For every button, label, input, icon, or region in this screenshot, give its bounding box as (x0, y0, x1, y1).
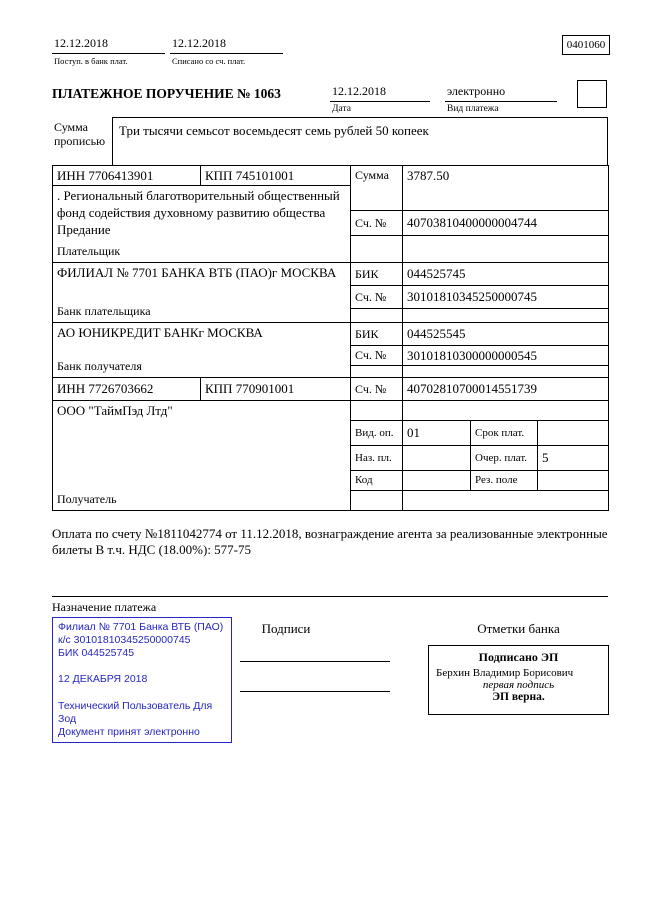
payee-label: Получатель (57, 492, 117, 506)
op-type-label: Вид. оп. (351, 421, 403, 446)
stamp-line: Документ принят электронно (58, 725, 200, 738)
amount-words-label: Сумма прописью (54, 120, 106, 148)
debited-caption: Списано со сч. плат. (172, 56, 246, 66)
empty-cell (403, 491, 609, 511)
payment-term-value (538, 421, 609, 446)
payee-bank-block (53, 323, 351, 378)
empty-cell (351, 236, 403, 263)
payee-account-label: Сч. № (351, 378, 403, 401)
stamp-line: БИК 044525745 (58, 647, 135, 660)
payer-bank-bik: 044525745 (403, 263, 609, 286)
empty-cell (351, 309, 403, 323)
op-type-value: 01 (403, 421, 471, 446)
payee-bank-bik: 044525545 (403, 323, 609, 346)
purpose-section (52, 510, 608, 615)
sum-value: 3787.50 (403, 166, 609, 211)
doc-date: 12.12.2018 (330, 84, 430, 102)
payer-bank-account: 30101810345250000745 (403, 286, 609, 309)
payer-name: . Региональный благотворительный общественный фонд содействия духовному развитию общества Предание (57, 188, 340, 237)
stamp-line (58, 660, 226, 673)
empty-cell (403, 236, 609, 263)
nazn-value (403, 446, 471, 471)
payment-kind-caption: Вид платежа (447, 104, 499, 114)
received-date: 12.12.2018 (52, 36, 165, 54)
payee-bank-account-label: Сч. № (351, 346, 403, 366)
payer-bank-label: Банк плательщика (57, 304, 151, 318)
doc-date-group (330, 84, 430, 114)
doc-title: ПЛАТЕЖНОЕ ПОРУЧЕНИЕ № 1063 (52, 86, 281, 101)
ep-verified: ЭП верна. (492, 691, 545, 703)
form-code-box: 0401060 (562, 35, 610, 55)
purpose-label: Назначение платежа (52, 600, 157, 614)
payer-label: Плательщик (57, 244, 121, 258)
payer-kpp: КПП 745101001 (201, 166, 351, 186)
empty-cell (351, 366, 403, 378)
payer-bank-name: ФИЛИАЛ № 7701 БАНКА ВТБ (ПАО)г МОСКВА (57, 265, 337, 280)
payee-inn: ИНН 7726703662 (53, 378, 201, 401)
priority-value: 5 (538, 446, 609, 471)
payer-account: 40703810400000004744 (403, 211, 609, 236)
empty-cell (403, 309, 609, 323)
stamp-line: к/с 30101810345250000745 (58, 634, 191, 647)
signature-kind: первая подпись (482, 679, 555, 691)
bank-marks-box (428, 645, 609, 715)
stamp-line: Технический Пользователь Для Зод (58, 699, 213, 725)
signed-ep-title: Подписано ЭП (478, 650, 559, 664)
payee-bank-label: Банк получателя (57, 359, 142, 373)
empty-cell (351, 401, 403, 421)
reserve-value (538, 471, 609, 491)
payer-bank-bik-label: БИК (351, 263, 403, 286)
received-date-group (52, 36, 165, 66)
bank-stamp (52, 617, 232, 743)
code-label: Код (351, 471, 403, 491)
payment-kind-group (445, 84, 557, 114)
debited-date: 12.12.2018 (170, 36, 283, 54)
empty-cell (403, 366, 609, 378)
payer-bank-block (53, 263, 351, 323)
empty-cell (403, 401, 609, 421)
amount-words-value: Три тысячи семьсот восемьдесят семь рублей 50 копеек (112, 117, 608, 165)
header-empty-box (577, 80, 607, 108)
priority-label: Очер. плат. (471, 446, 538, 471)
doc-date-caption: Дата (332, 104, 351, 114)
nazn-label: Наз. пл. (351, 446, 403, 471)
stamp-line (58, 687, 226, 700)
payee-account: 40702810700014551739 (403, 378, 609, 401)
payer-account-label: Сч. № (351, 211, 403, 236)
signatures-title: Подписи (261, 621, 311, 636)
payee-bank-name: АО ЮНИКРЕДИТ БАНКг МОСКВА (57, 325, 263, 340)
payee-kpp: КПП 770901001 (201, 378, 351, 401)
payer-inn: ИНН 7706413901 (53, 166, 201, 186)
signer-name: Берхин Владимир Борисович (436, 667, 574, 679)
payment-grid (52, 165, 609, 511)
payee-bank-bik-label: БИК (351, 323, 403, 346)
reserve-label: Рез. поле (471, 471, 538, 491)
signature-line-2 (240, 691, 390, 692)
purpose-text: Оплата по счету №1811042774 от 11.12.2018, вознаграждение агента за реализованные электронные билеты В т.ч. НДС (18.00%): 577-75 (52, 526, 608, 558)
payee-block (53, 401, 351, 511)
payer-bank-account-label: Сч. № (351, 286, 403, 309)
signature-line-1 (240, 661, 390, 662)
empty-cell (351, 491, 403, 511)
bank-marks-title: Отметки банка (477, 621, 560, 636)
payee-bank-account: 30101810300000000545 (403, 346, 609, 366)
stamp-line: 12 ДЕКАБРЯ 2018 (58, 673, 148, 686)
stamp-line: Филиал № 7701 Банка ВТБ (ПАО) (58, 621, 224, 633)
debited-date-group (170, 36, 283, 66)
payment-term-label: Срок плат. (471, 421, 538, 446)
bottom-section (52, 617, 608, 777)
payment-kind-value: электронно (445, 84, 557, 102)
payee-name: ООО "ТаймПэд Лтд" (57, 403, 173, 418)
code-value (403, 471, 471, 491)
payer-block (53, 186, 351, 263)
received-caption: Поступ. в банк плат. (54, 56, 128, 66)
sum-label: Сумма (351, 166, 403, 211)
